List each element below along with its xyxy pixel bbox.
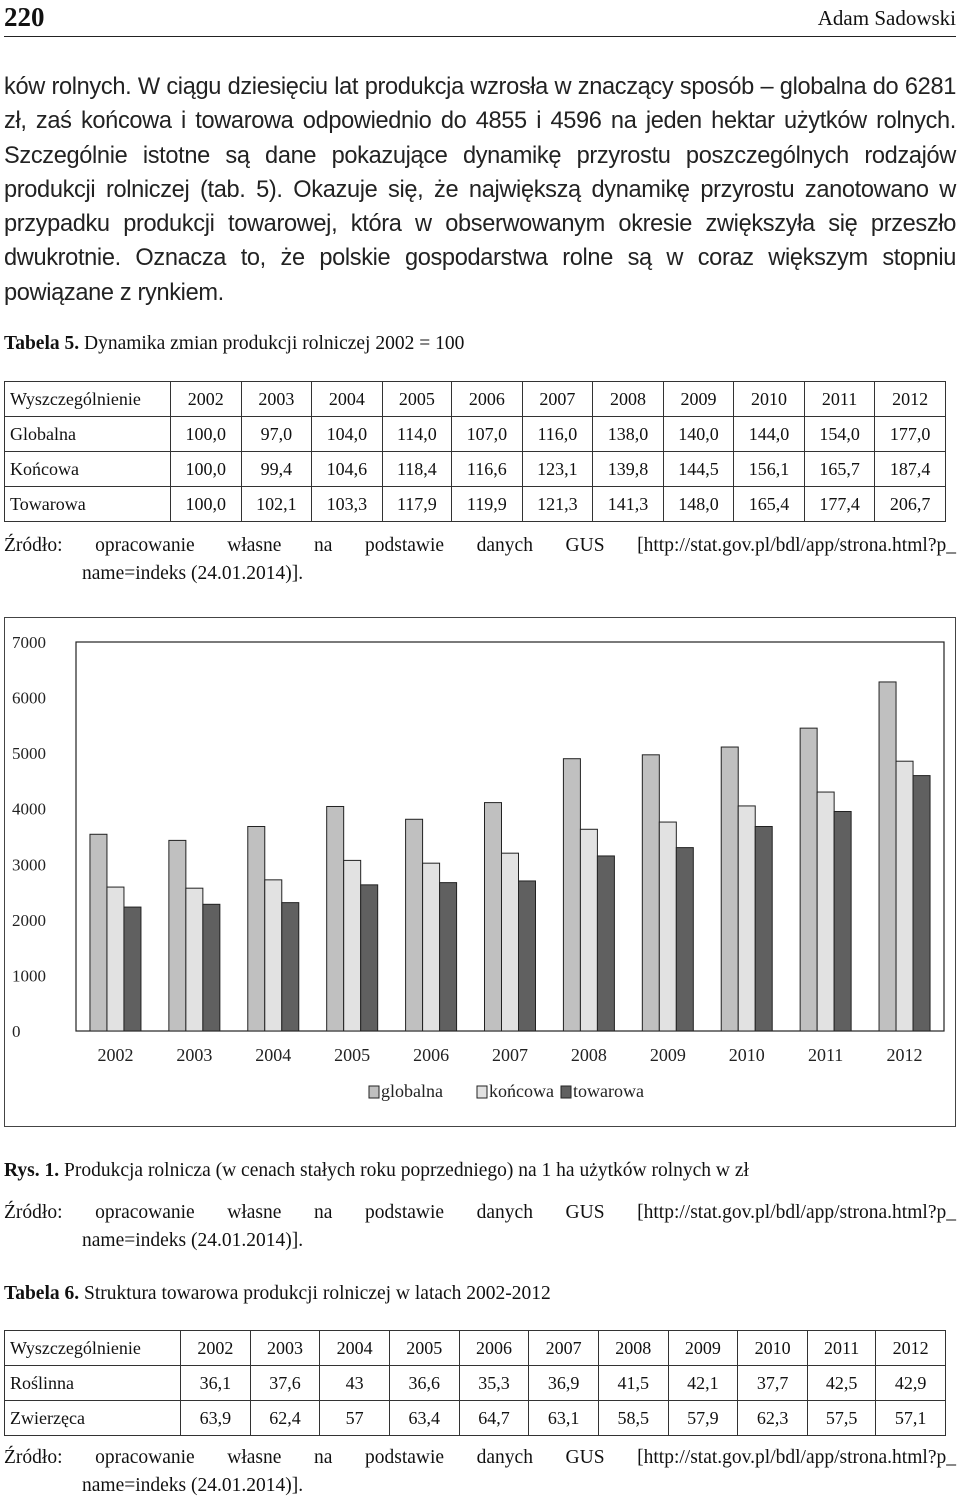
y-tick-label: 4000 <box>12 799 46 819</box>
table5-cell: 2009 <box>663 382 734 417</box>
table5-row-label: Wyszczególnienie <box>5 382 171 417</box>
table5-cell: 2003 <box>241 382 312 417</box>
source-word: GUS <box>565 1202 605 1223</box>
bar-końcowa <box>738 806 755 1031</box>
table6-row <box>5 1366 946 1401</box>
legend-label: towarowa <box>573 1081 644 1101</box>
table5-cell: 187,4 <box>875 452 946 487</box>
table6-body <box>5 1331 946 1436</box>
table5-row-label: Końcowa <box>5 452 171 487</box>
table6-cell: 2003 <box>250 1331 320 1366</box>
table5-cell: 2006 <box>452 382 523 417</box>
table5-caption <box>4 333 464 355</box>
bar-globalna <box>800 728 817 1031</box>
table6-header-row <box>5 1331 946 1366</box>
bar-towarowa <box>282 903 299 1031</box>
legend-swatch-towarowa <box>561 1086 571 1098</box>
table6-cell: 2012 <box>876 1331 946 1366</box>
source-word: danych <box>476 535 533 556</box>
table6-cell: 2002 <box>181 1331 251 1366</box>
table6-cell: 57,1 <box>876 1401 946 1436</box>
table6-cell: 2005 <box>389 1331 459 1366</box>
chart-figure1 <box>4 617 956 1127</box>
y-tick-label: 7000 <box>12 633 46 652</box>
table5-cell: 156,1 <box>734 452 805 487</box>
x-tick-label: 2005 <box>334 1045 371 1065</box>
table6-cell: 42,5 <box>807 1366 875 1401</box>
table5-cell: 2010 <box>734 382 805 417</box>
table6-cell: 35,3 <box>459 1366 529 1401</box>
source-word: własne <box>227 1202 282 1223</box>
bar-towarowa <box>203 904 220 1031</box>
bar-globalna <box>563 759 580 1031</box>
table5-cell: 148,0 <box>663 487 734 522</box>
y-tick-label: 0 <box>12 1022 21 1041</box>
figure1-label: Rys. 1. <box>4 1160 60 1181</box>
table5-row-label: Globalna <box>5 417 171 452</box>
figure1-caption <box>4 1160 749 1182</box>
table6-cell: 64,7 <box>459 1401 529 1436</box>
table5-cell: 2007 <box>522 382 593 417</box>
table6-cell: 63,1 <box>529 1401 599 1436</box>
source-word: opracowanie <box>95 535 195 556</box>
bar-końcowa <box>580 829 597 1031</box>
bar-globalna <box>721 747 738 1031</box>
table6-cell: 57,9 <box>668 1401 738 1436</box>
figure1-source-line1 <box>4 1199 956 1227</box>
table6 <box>4 1330 946 1436</box>
table5-cell: 177,4 <box>804 487 875 522</box>
table5-cell: 119,9 <box>452 487 523 522</box>
table6-label: Tabela 6. <box>4 1283 80 1304</box>
table5-cell: 100,0 <box>171 452 242 487</box>
table5-cell: 177,0 <box>875 417 946 452</box>
bar-towarowa <box>361 885 378 1031</box>
table6-caption <box>4 1283 551 1305</box>
table5-cell: 139,8 <box>593 452 664 487</box>
bar-końcowa <box>186 888 203 1031</box>
table5-cell: 2012 <box>875 382 946 417</box>
bar-towarowa <box>597 856 614 1031</box>
table6-cell: 2007 <box>529 1331 599 1366</box>
source-prefix: Źródło: <box>4 535 63 556</box>
bar-końcowa <box>817 792 834 1031</box>
x-tick-label: 2009 <box>649 1045 686 1065</box>
table6-cell: 62,4 <box>250 1401 320 1436</box>
legend-label: globalna <box>381 1081 443 1101</box>
bar-globalna <box>406 819 423 1031</box>
table6-row <box>5 1401 946 1436</box>
table6-cell: 2010 <box>738 1331 808 1366</box>
table6-cell: 42,1 <box>668 1366 738 1401</box>
table5-cell: 100,0 <box>171 487 242 522</box>
table5-row <box>5 417 946 452</box>
table6-source <box>4 1444 956 1500</box>
table5-cell: 2008 <box>593 382 664 417</box>
table6-cell: 63,4 <box>389 1401 459 1436</box>
table5-cell: 138,0 <box>593 417 664 452</box>
table5-source-line2: name=indeks (24.01.2014)]. <box>82 563 304 584</box>
bar-globalna <box>879 682 896 1031</box>
table5-cell: 144,5 <box>663 452 734 487</box>
table6-cell: 2004 <box>320 1331 390 1366</box>
table6-cell: 37,7 <box>738 1366 808 1401</box>
source-word: GUS <box>565 1447 605 1468</box>
y-tick-label: 1000 <box>12 966 46 986</box>
x-tick-label: 2004 <box>255 1045 292 1065</box>
table5-row-label: Towarowa <box>5 487 171 522</box>
table5-cell: 102,1 <box>241 487 312 522</box>
table5-cell: 114,0 <box>382 417 451 452</box>
bar-końcowa <box>265 880 282 1031</box>
body-paragraph: ków rolnych. W ciągu dziesięciu lat produkcja wzrosła w znaczący sposób – globalna do 6281 zł, zaś końcowa i towarowa odpowiednio do 4855 i 4596 na jeden hektar użytków rolnych. Szczególnie istotne są dane pokazujące dynamikę przyrostu poszczególnych rodzajów produkcji rolniczej (tab. 5). Okazuje się, że największą dynamikę przyrostu zanotowano w przypadku produkcji towarowej, która w obserwowanym okresie zwiększyła się przeszło dwukrotnie. Oznacza to, że polskie gospodarstwa rolne są w coraz większym stopniu powiązane z rynkiem. <box>4 74 956 306</box>
source-word: własne <box>227 535 282 556</box>
legend-label: końcowa <box>489 1081 554 1101</box>
table5-cell: 100,0 <box>171 417 242 452</box>
source-word: GUS <box>565 535 605 556</box>
x-tick-label: 2011 <box>807 1045 844 1065</box>
table5-cell: 103,3 <box>312 487 383 522</box>
bar-chart <box>4 617 956 1127</box>
table5-cell: 104,6 <box>312 452 383 487</box>
table5-header-row <box>5 382 946 417</box>
source-word: danych <box>476 1447 533 1468</box>
table6-cell: 36,6 <box>389 1366 459 1401</box>
bar-globalna <box>327 806 344 1031</box>
table5-cell: 99,4 <box>241 452 312 487</box>
table5-cell: 154,0 <box>804 417 875 452</box>
x-tick-label: 2010 <box>728 1045 765 1065</box>
source-word: na <box>314 535 333 556</box>
table6-cell: 57 <box>320 1401 390 1436</box>
figure1-title: Produkcja rolnicza (w cenach stałych roku poprzedniego) na 1 ha użytków rolnych w zł <box>64 1160 749 1181</box>
table6-title: Struktura towarowa produkcji rolniczej w latach 2002-2012 <box>84 1283 551 1304</box>
table5-cell: 2005 <box>382 382 451 417</box>
page-number: 220 <box>4 2 45 32</box>
table6-cell: 2006 <box>459 1331 529 1366</box>
bar-końcowa <box>423 863 440 1031</box>
table6-cell: 2009 <box>668 1331 738 1366</box>
x-tick-label: 2007 <box>492 1045 528 1065</box>
y-tick-label: 3000 <box>12 855 46 875</box>
table5-cell: 118,4 <box>382 452 451 487</box>
bar-globalna <box>90 834 107 1031</box>
table6-cell: 43 <box>320 1366 390 1401</box>
bar-końcowa <box>659 822 676 1031</box>
bar-globalna <box>169 840 186 1031</box>
table5-cell: 165,4 <box>734 487 805 522</box>
bar-końcowa <box>502 853 519 1031</box>
bar-towarowa <box>124 907 141 1031</box>
table6-row-label: Roślinna <box>5 1366 181 1401</box>
table5-cell: 141,3 <box>593 487 664 522</box>
source-word: danych <box>476 1202 533 1223</box>
table5-cell: 116,0 <box>522 417 593 452</box>
bar-globalna <box>642 755 659 1031</box>
table5-cell: 2002 <box>171 382 242 417</box>
table5-cell: 107,0 <box>452 417 523 452</box>
table5-label: Tabela 5. <box>4 333 80 354</box>
bar-końcowa <box>107 887 124 1031</box>
table5-cell: 97,0 <box>241 417 312 452</box>
source-url: [http://stat.gov.pl/bdl/app/strona.html?p_ <box>637 535 956 556</box>
table5-cell: 144,0 <box>734 417 805 452</box>
table5-cell: 2004 <box>312 382 383 417</box>
bar-towarowa <box>676 848 693 1031</box>
table6-cell: 2008 <box>598 1331 668 1366</box>
table6-cell: 41,5 <box>598 1366 668 1401</box>
source-word: na <box>314 1447 333 1468</box>
table6-cell: 42,9 <box>876 1366 946 1401</box>
table6-source-line2: name=indeks (24.01.2014)]. <box>82 1475 304 1496</box>
table6-row-label: Zwierzęca <box>5 1401 181 1436</box>
source-url: [http://stat.gov.pl/bdl/app/strona.html?p_ <box>637 1202 956 1223</box>
table6-cell: 2011 <box>807 1331 875 1366</box>
bar-globalna <box>485 803 502 1031</box>
source-word: podstawie <box>365 535 445 556</box>
table5-cell: 2011 <box>804 382 875 417</box>
table6-cell: 63,9 <box>181 1401 251 1436</box>
x-tick-label: 2002 <box>97 1045 134 1065</box>
table5-source-line1 <box>4 532 956 560</box>
table6-cell: 62,3 <box>738 1401 808 1436</box>
table5-cell: 206,7 <box>875 487 946 522</box>
bar-towarowa <box>440 883 457 1031</box>
table5-cell: 104,0 <box>312 417 383 452</box>
x-tick-label: 2003 <box>176 1045 213 1065</box>
table6-cell: 58,5 <box>598 1401 668 1436</box>
source-url: [http://stat.gov.pl/bdl/app/strona.html?p_ <box>637 1447 956 1468</box>
bar-towarowa <box>834 811 851 1031</box>
table6-source-line1 <box>4 1444 956 1472</box>
table5-title: Dynamika zmian produkcji rolniczej 2002 = 100 <box>84 333 465 354</box>
figure1-source <box>4 1199 956 1255</box>
y-tick-label: 2000 <box>12 910 46 930</box>
table6-cell: 57,5 <box>807 1401 875 1436</box>
source-word: na <box>314 1202 333 1223</box>
table5-body <box>5 382 946 522</box>
figure1-source-line2: name=indeks (24.01.2014)]. <box>82 1230 304 1251</box>
bar-globalna <box>248 826 265 1031</box>
bar-końcowa <box>344 860 361 1031</box>
source-prefix: Źródło: <box>4 1447 63 1468</box>
table5-cell: 140,0 <box>663 417 734 452</box>
table6-row-label: Wyszczególnienie <box>5 1331 181 1366</box>
table6-cell: 36,9 <box>529 1366 599 1401</box>
y-tick-label: 5000 <box>12 744 46 764</box>
table5-cell: 121,3 <box>522 487 593 522</box>
table5-row <box>5 452 946 487</box>
table5-cell: 165,7 <box>804 452 875 487</box>
source-prefix: Źródło: <box>4 1202 63 1223</box>
source-word: opracowanie <box>95 1202 195 1223</box>
bar-końcowa <box>896 761 913 1031</box>
table5-cell: 123,1 <box>522 452 593 487</box>
bar-towarowa <box>913 776 930 1031</box>
bar-towarowa <box>755 826 772 1031</box>
running-head-author: Adam Sadowski <box>817 6 956 30</box>
table5 <box>4 381 946 522</box>
y-tick-label: 6000 <box>12 688 46 708</box>
x-tick-label: 2012 <box>886 1045 923 1065</box>
table5-row <box>5 487 946 522</box>
page-header <box>4 0 956 37</box>
source-word: podstawie <box>365 1202 445 1223</box>
bar-towarowa <box>519 881 536 1031</box>
source-word: podstawie <box>365 1447 445 1468</box>
table5-source <box>4 532 956 588</box>
table5-cell: 116,6 <box>452 452 523 487</box>
source-word: opracowanie <box>95 1447 195 1468</box>
legend-swatch-końcowa <box>477 1086 487 1098</box>
legend-swatch-globalna <box>369 1086 379 1098</box>
x-tick-label: 2008 <box>570 1045 607 1065</box>
table6-cell: 37,6 <box>250 1366 320 1401</box>
x-tick-label: 2006 <box>413 1045 450 1065</box>
table6-cell: 36,1 <box>181 1366 251 1401</box>
table5-cell: 117,9 <box>382 487 451 522</box>
source-word: własne <box>227 1447 282 1468</box>
